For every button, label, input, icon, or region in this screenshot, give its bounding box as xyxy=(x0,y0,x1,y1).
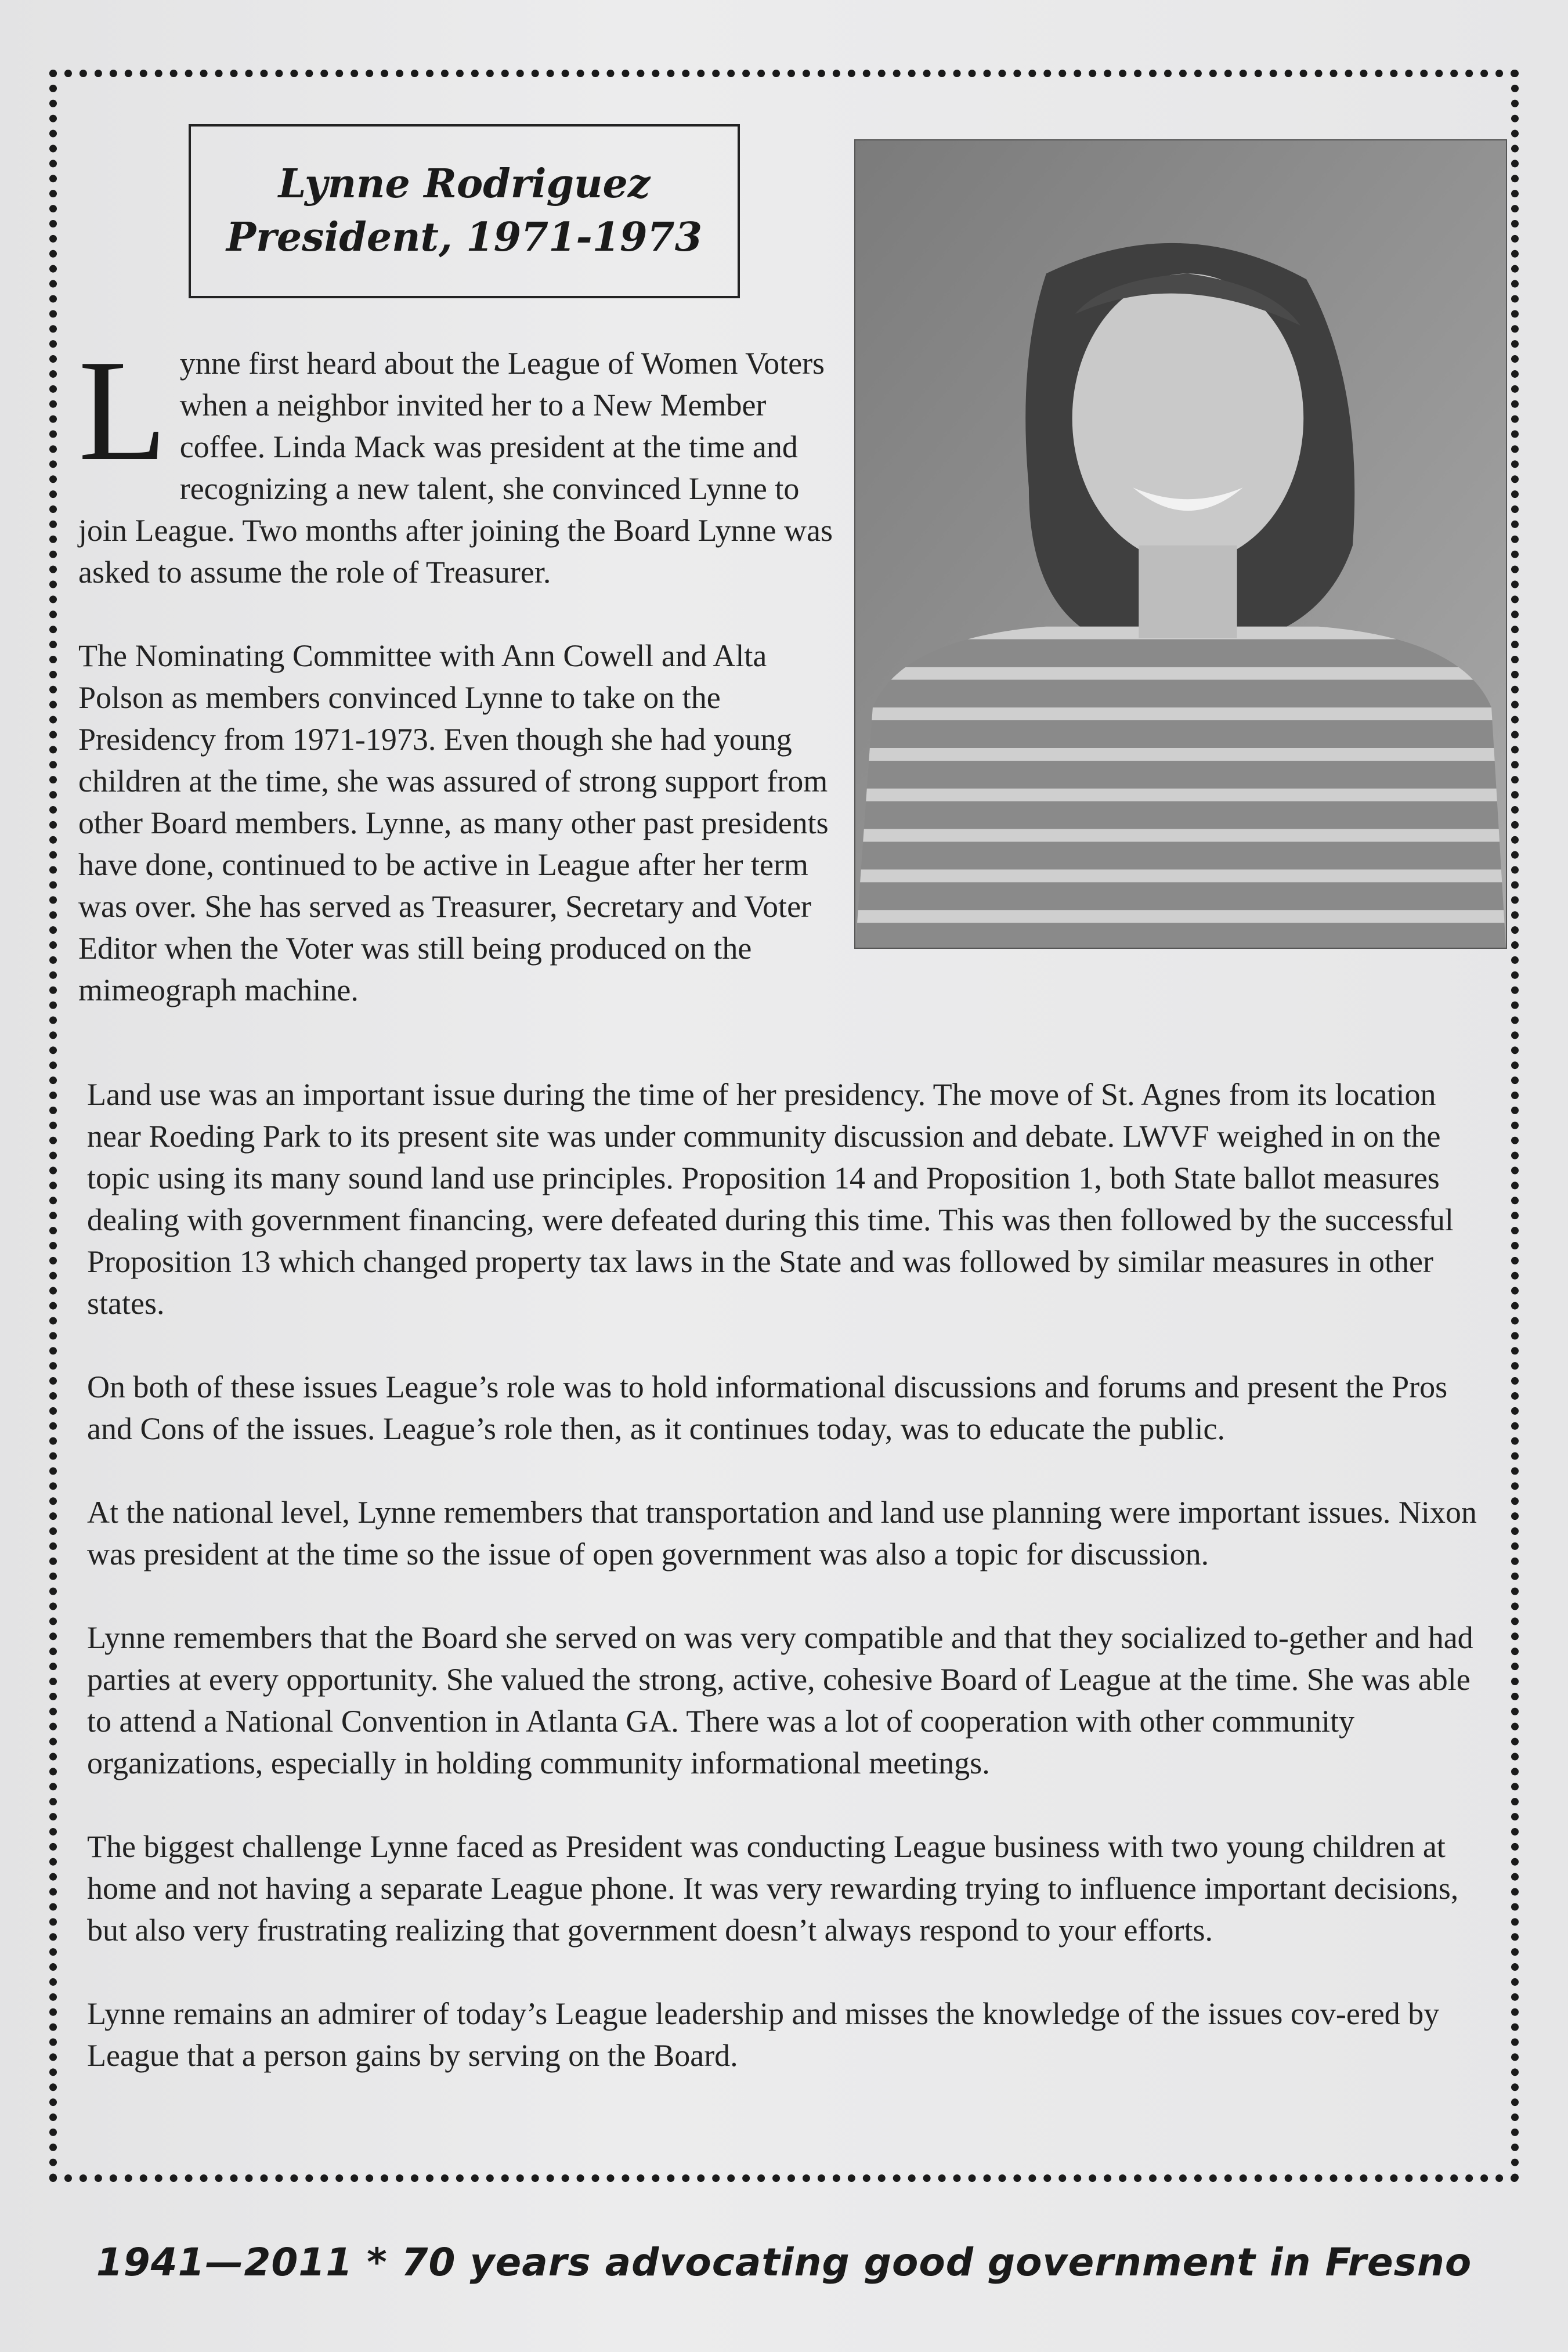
league-role-paragraph: On both of these issues League’s role was to hold informational discussions and forums and present the Pros and Cons of the issues. League’s role then, as it continues today, was to educate the public. xyxy=(87,1370,1448,1446)
portrait-illustration xyxy=(855,140,1506,948)
title-box xyxy=(189,124,740,298)
intro-paragraph xyxy=(78,330,839,593)
national-level-paragraph: At the national level, Lynne remembers that transportation and land use planning were important issues. Nixon was president at the time so the issue of open government was also a topic for discussion. xyxy=(87,1495,1477,1571)
full-width-text xyxy=(87,1074,1491,2118)
portrait-photo xyxy=(854,139,1507,949)
challenge-paragraph: The biggest challenge Lynne faced as President was conducting League business with two young children at home and not having a separate League phone. It was very rewarding trying to influence important decisions, but also very frustrating realizing that government doesn’t always respond to your efforts. xyxy=(87,1829,1459,1948)
drop-cap: L xyxy=(78,330,167,491)
nominating-paragraph: The Nominating Committee with Ann Cowell and Alta Polson as members convinced Lynne to take on the Presidency from 1971-1973. Even though she had young children at the time, she was assured of strong support from other Board members. Lynne, as many other past presidents have done, continued to be active in League after her term was over. She has served as Treasurer, Secretary and Voter Editor when the Voter was still being produced on the mimeograph machine. xyxy=(78,638,829,1007)
person-role: President, 1971-1973 xyxy=(226,214,703,261)
board-paragraph: Lynne remembers that the Board she served on was very compatible and that they socialized to-gether and had parties at every opportunity. She valued the strong, active, cohesive Board of League at the time. She was able to attend a National Convention in Atlanta GA. There was a lot of cooperation with other community organizations, especially in holding community informational meetings. xyxy=(87,1620,1473,1780)
intro-text-column xyxy=(78,330,839,1053)
land-use-paragraph: Land use was an important issue during the time of her presidency. The move of St. Agnes from its location near Roeding Park to its present site was under community discussion and debate. LWVF weighed in on the topic using its many sound land use principles. Proposition 14 and Proposition 1, both State ballot measures dealing with government financing, were defeated during this time. This was then followed by the successful Proposition 13 which changed property tax laws in the State and was followed by similar measures in other states. xyxy=(87,1077,1454,1321)
closing-paragraph: Lynne remains an admirer of today’s League leadership and misses the knowledge of the issues cov-ered by League that a person gains by serving on the Board. xyxy=(87,1996,1440,2073)
intro-paragraph-text: ynne first heard about the League of Women Voters when a neighbor invited her to a New Member coffee. Linda Mack was president at the time and recognizing a new talent, she convinced Lynne to join League. Two months after joining the Board Lynne was asked to assume the role of Treasurer. xyxy=(78,346,833,590)
footer-tagline: 1941—2011 * 70 years advocating good government in Fresno xyxy=(96,2240,1472,2285)
person-name: Lynne Rodriguez xyxy=(278,161,651,208)
